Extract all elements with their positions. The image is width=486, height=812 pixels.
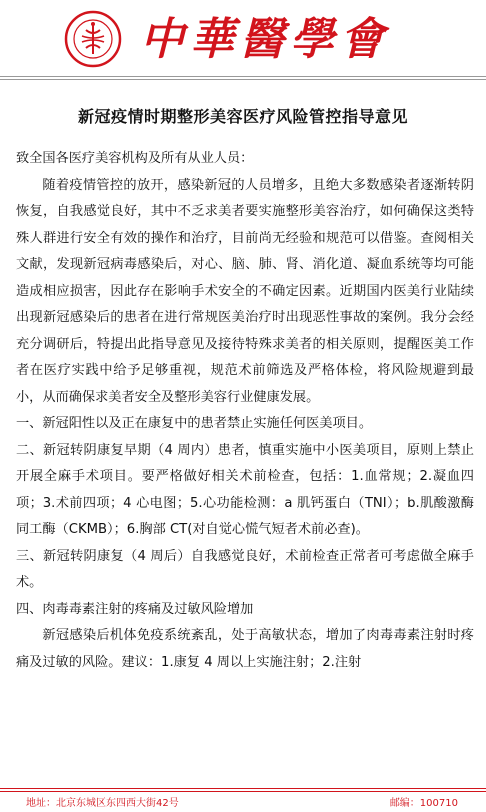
item-4: 四、肉毒毒素注射的疼痛及过敏风险增加 bbox=[16, 601, 254, 617]
item-2: 二、新冠转阴康复早期（4 周内）患者，慎重实施中小医美项目，原则上禁止开展全麻手术项目。要严格做好相关术前检查，包括：1.血常规；2.凝血四项；3.术前四项；4 心电图；5.心功能检测：a 肌钙蛋白（TNI）；b.肌酸激酶同工酶（CKMB）；6.胸部 CT(对自觉心慌气短者术前必查)。 bbox=[16, 442, 474, 537]
item-1: 一、新冠阳性以及正在康复中的患者禁止实施任何医美项目。 bbox=[16, 416, 373, 431]
footer-divider-secondary bbox=[0, 791, 486, 792]
item-3: 三、新冠转阴康复（4 周后）自我感觉良好，术前检查正常者可考虑做全麻手术。 bbox=[16, 548, 474, 590]
org-name: 中華醫學會 bbox=[140, 14, 390, 65]
letterhead bbox=[0, 0, 486, 78]
footer-divider bbox=[0, 788, 486, 789]
footer-address: 地址：北京东城区东四西大街42号 bbox=[26, 798, 179, 809]
final-paragraph: 新冠感染后机体免疫系统紊乱，处于高敏状态，增加了肉毒毒素注射时疼痛及过敏的风险。建议：1.康复 4 周以上实施注射；2.注射 bbox=[16, 628, 474, 670]
intro-paragraph: 随着疫情管控的放开，感染新冠的人员增多，且绝大多数感染者逐渐转阴恢复，自我感觉良好，其中不乏求美者要实施整形美容治疗，如何确保这类特殊人群进行安全有效的操作和治疗，目前尚无经验和规范可以借鉴。查阅相关文献，发现新冠病毒感染后，对心、脑、肺、肾、消化道、凝血系统等均可能造成相应损害，因此存在影响手术安全的不确定因素。近期国内医美行业陆续出现新冠感染后的患者在进行常规医美治疗时出现恶性事故的案例。我分会经充分调研后，特提出此指导意见及接待特殊求美者的相关原则，提醒医美工作者在医疗实践中给予足够重视，规范术前筛选及严格体检，将风险规避到最小，从而确保求美者安全及整形美容行业健康发展。 bbox=[16, 177, 474, 405]
header-divider-secondary bbox=[0, 79, 486, 80]
footer bbox=[0, 794, 486, 810]
salutation: 致全国各医疗美容机构及所有从业人员： bbox=[16, 151, 254, 166]
document-title: 新冠疫情时期整形美容医疗风险管控指导意见 bbox=[77, 107, 408, 126]
association-logo-icon bbox=[64, 10, 122, 68]
document-body bbox=[16, 146, 474, 676]
header-divider bbox=[0, 76, 486, 77]
footer-postcode: 邮编：100710 bbox=[389, 798, 458, 809]
